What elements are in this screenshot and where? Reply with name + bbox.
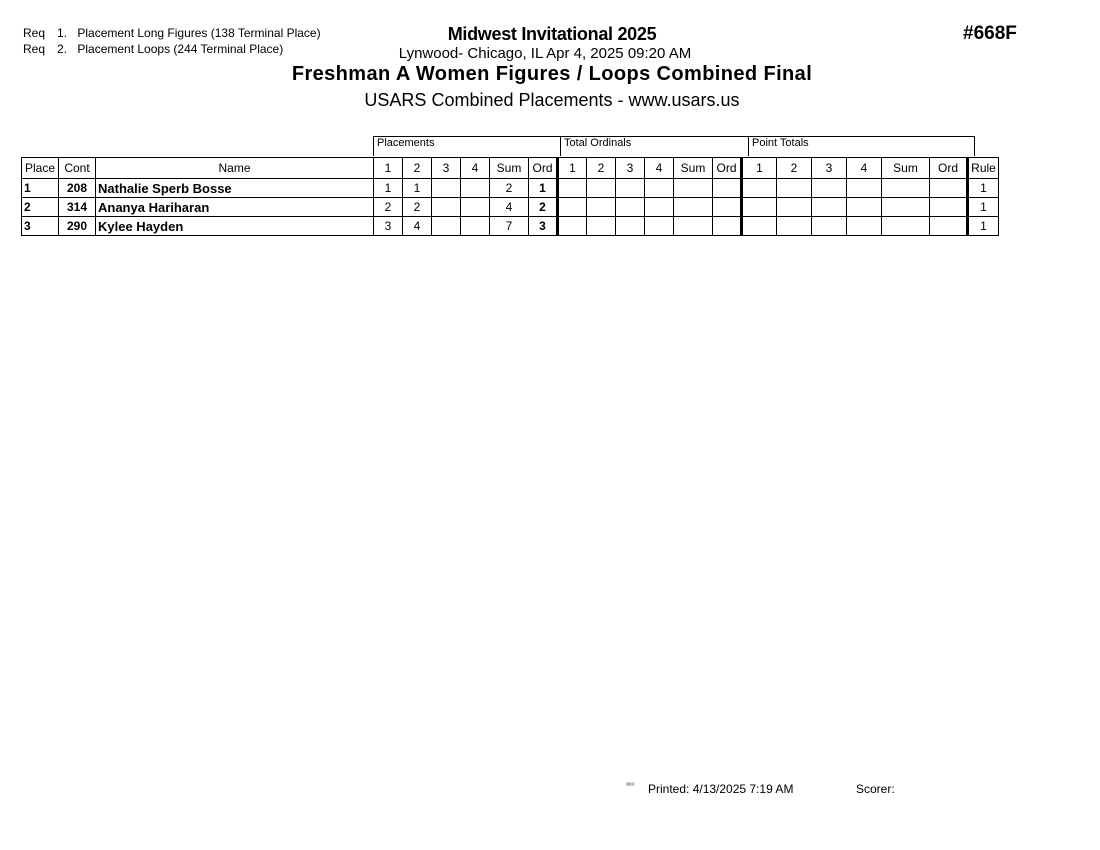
col-header-points-4: 4 — [847, 158, 882, 179]
cell-rule: 1 — [968, 217, 999, 236]
cell-points-ord — [930, 179, 968, 198]
cell-points-1 — [742, 198, 777, 217]
cell-placement-3 — [432, 217, 461, 236]
cell-ordinal-3 — [616, 217, 645, 236]
cell-ordinal-2 — [587, 179, 616, 198]
cell-placement-2: 2 — [403, 198, 432, 217]
event-location-date: Lynwood- Chicago, IL Apr 4, 2025 09:20 AM — [398, 45, 692, 62]
cell-name: Kylee Hayden — [96, 217, 374, 236]
req-text: Placement Loops (244 Terminal Place) — [77, 42, 284, 56]
col-header-rule: Rule — [968, 158, 999, 179]
cell-placement-2: 1 — [403, 179, 432, 198]
scorer-label: Scorer: — [856, 782, 895, 796]
col-header-points-sum: Sum — [882, 158, 930, 179]
cell-placement-4 — [461, 198, 490, 217]
cell-ordinal-2 — [587, 217, 616, 236]
group-header-placements: Placements — [373, 136, 561, 156]
event-subtitle: USARS Combined Placements - www.usars.us — [364, 90, 740, 110]
cell-place: 2 — [22, 198, 59, 217]
group-header-total-ordinals: Total Ordinals — [560, 136, 749, 156]
cell-points-1 — [742, 179, 777, 198]
col-header-name: Name — [96, 158, 374, 179]
cell-placement-ord: 3 — [529, 217, 558, 236]
cell-placement-4 — [461, 217, 490, 236]
event-number: #668F — [963, 23, 1017, 44]
req-index: 2. — [57, 42, 68, 56]
cell-ordinal-sum — [674, 198, 713, 217]
col-header-placement-3: 3 — [432, 158, 461, 179]
cell-points-2 — [777, 198, 812, 217]
table-row — [22, 179, 999, 198]
cell-ordinal-ord — [713, 198, 742, 217]
event-name: Midwest Invitational 2025 — [447, 24, 657, 44]
cell-placement-ord: 1 — [529, 179, 558, 198]
printed-timestamp: Printed: 4/13/2025 7:19 AM — [648, 782, 794, 796]
req-prefix: Req — [23, 26, 46, 40]
cell-ordinal-sum — [674, 179, 713, 198]
event-title: Freshman A Women Figures / Loops Combined Final — [291, 63, 813, 85]
cell-placement-1: 1 — [374, 179, 403, 198]
cell-points-2 — [777, 217, 812, 236]
col-header-placement-2: 2 — [403, 158, 432, 179]
cell-cont: 314 — [59, 198, 96, 217]
cell-placement-3 — [432, 179, 461, 198]
cell-points-3 — [812, 217, 847, 236]
cell-placement-2: 4 — [403, 217, 432, 236]
req-index: 1. — [57, 26, 68, 40]
cell-placement-ord: 2 — [529, 198, 558, 217]
col-header-points-3: 3 — [812, 158, 847, 179]
table-header-row — [22, 158, 999, 179]
group-header-point-totals: Point Totals — [748, 136, 975, 156]
cell-placement-sum: 2 — [490, 179, 529, 198]
cell-ordinal-4 — [645, 198, 674, 217]
col-header-points-ord: Ord — [930, 158, 968, 179]
cell-ordinal-2 — [587, 198, 616, 217]
cell-placement-1: 2 — [374, 198, 403, 217]
col-header-points-1: 1 — [742, 158, 777, 179]
cell-placement-3 — [432, 198, 461, 217]
cell-ordinal-4 — [645, 179, 674, 198]
print-mark: ³³¹³ — [626, 783, 634, 789]
cell-placement-sum: 4 — [490, 198, 529, 217]
col-header-ordinal-3: 3 — [616, 158, 645, 179]
cell-placement-1: 3 — [374, 217, 403, 236]
cell-points-3 — [812, 198, 847, 217]
cell-points-sum — [882, 217, 930, 236]
cell-ordinal-1 — [558, 217, 587, 236]
req-text: Placement Long Figures (138 Terminal Place) — [77, 26, 321, 40]
cell-rule: 1 — [968, 198, 999, 217]
cell-ordinal-sum — [674, 217, 713, 236]
cell-points-sum — [882, 179, 930, 198]
cell-name: Nathalie Sperb Bosse — [96, 179, 374, 198]
cell-points-3 — [812, 179, 847, 198]
table-row — [22, 198, 999, 217]
cell-points-4 — [847, 217, 882, 236]
cell-cont: 208 — [59, 179, 96, 198]
col-header-place: Place — [22, 158, 59, 179]
col-header-ordinal-4: 4 — [645, 158, 674, 179]
cell-cont: 290 — [59, 217, 96, 236]
cell-points-4 — [847, 179, 882, 198]
cell-points-4 — [847, 198, 882, 217]
col-header-cont: Cont — [59, 158, 96, 179]
cell-place: 3 — [22, 217, 59, 236]
col-header-ordinal-ord: Ord — [713, 158, 742, 179]
cell-placement-sum: 7 — [490, 217, 529, 236]
req-prefix: Req — [23, 42, 46, 56]
cell-points-1 — [742, 217, 777, 236]
col-header-ordinal-sum: Sum — [674, 158, 713, 179]
cell-points-ord — [930, 198, 968, 217]
cell-points-sum — [882, 198, 930, 217]
cell-ordinal-ord — [713, 217, 742, 236]
cell-rule: 1 — [968, 179, 999, 198]
cell-place: 1 — [22, 179, 59, 198]
cell-points-ord — [930, 217, 968, 236]
cell-ordinal-1 — [558, 198, 587, 217]
col-header-ordinal-2: 2 — [587, 158, 616, 179]
cell-placement-4 — [461, 179, 490, 198]
col-header-placement-sum: Sum — [490, 158, 529, 179]
cell-name: Ananya Hariharan — [96, 198, 374, 217]
cell-points-2 — [777, 179, 812, 198]
cell-ordinal-1 — [558, 179, 587, 198]
cell-ordinal-4 — [645, 217, 674, 236]
results-table — [21, 157, 999, 236]
col-header-points-2: 2 — [777, 158, 812, 179]
cell-ordinal-3 — [616, 198, 645, 217]
col-header-placement-1: 1 — [374, 158, 403, 179]
col-header-ordinal-1: 1 — [558, 158, 587, 179]
cell-ordinal-3 — [616, 179, 645, 198]
cell-ordinal-ord — [713, 179, 742, 198]
table-row — [22, 217, 999, 236]
col-header-placement-4: 4 — [461, 158, 490, 179]
col-header-placement-ord: Ord — [529, 158, 558, 179]
